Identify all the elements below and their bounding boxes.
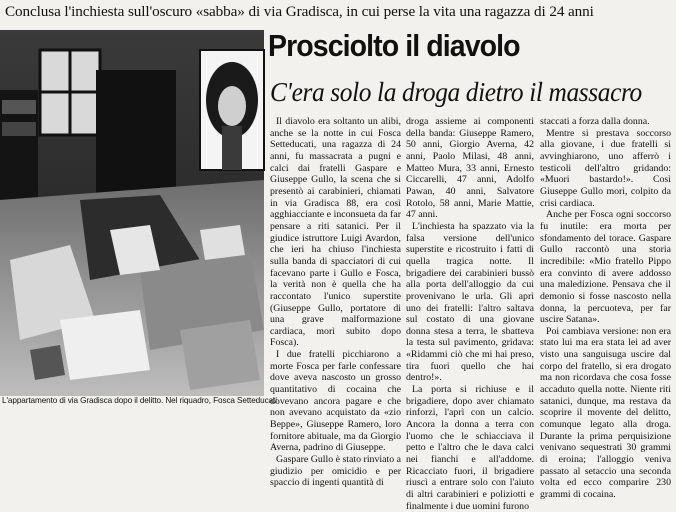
article-photo	[0, 30, 264, 396]
paragraph: I due fratelli picchiarono a morte Fosca per farle confessare dove aveva nascosto un grosso quantitativo di cocaina che dovevano ancora pagare e che non avevano acquistato da «zio Beppe», Giuseppe Ramero, loro fornitore abituale, ma da Giorgio Averna, padrino di Giuseppe.	[270, 349, 401, 454]
article-column-1	[270, 116, 401, 489]
paragraph: La porta si richiuse e il brigadiere, dopo aver chiamato rinforzi, l'aprì con un calcio. Ancora la donna a terra con l'uomo che le schiacciava il petto e l'altro che le dava calci nei fianchi e all'addome. Ricacciato fuori, il brigadiere riuscì a entrare solo con l'aiuto di altri carabinieri e poliziotti e finalmente i due uomini furono	[406, 384, 534, 512]
article-kicker: Conclusa l'inchiesta sull'oscuro «sabba» di via Gradisca, in cui perse la vita una ragazza di 24 anni	[5, 3, 594, 20]
paragraph: Mentre si prestava soccorso alla giovane, i due fratelli si avvinghiarono, uno afferrò i testicoli dell'altro gridando: «Muori bastardo!». Così Giuseppe Gullo morì, colpito da crisi cardiaca.	[540, 127, 671, 209]
paragraph: Anche per Fosca ogni soccorso fu inutile: era morta per sfondamento del torace. Gaspare Gullo raccontò una storia incredibile: «Mio fratello Pippo era convinto di avere addosso una maledizione. Pensava che il demonio si fosse nascosto nella donna, la percuoteva, per far uscire Satana».	[540, 209, 671, 326]
article-column-3	[540, 116, 671, 500]
article-column-2	[406, 116, 534, 512]
subheadline: C'era solo la droga dietro il massacro	[270, 77, 642, 107]
headline: Prosciolto il diavolo	[268, 28, 520, 63]
paragraph: L'inchiesta ha spazzato via la falsa versione dell'unico superstite e ricostruito i fatti di quella tragica notte. Il brigadiere dei carabinieri bussò alla porta dell'alloggio da cui provenivano le urla. Gli aprì uno dei fratelli: l'altro saltava sul costato di una giovane donna stesa a terra, le sbatteva la testa sul pavimento, gridava: «Ridammi ciò che mi hai preso, tira fuori quello che hai dentro!».	[406, 220, 534, 384]
paragraph: staccati a forza dalla donna.	[540, 116, 650, 127]
paragraph: droga assieme ai componenti della banda: Giuseppe Ramero, 50 anni, Giorgio Averna, 42 anni, Paolo Milasi, 48 anni, Matteo Mura, 33 anni, Ernesto Ciccarelli, 47 anni, Adolfo Pawan, 40 anni, Salvatore Rotolo, 58 anni, Marie Mattie, 47 anni.	[406, 116, 534, 221]
photo-caption: L'appartamento di via Gradisca dopo il delitto. Nel riquadro, Fosca Setteducati	[2, 396, 277, 405]
paragraph: Poi cambiava versione: non era stato lui ma era stata lei ad aver visto una sanguisuga uscire dal corpo del fratello, si era drogato ma non ricordava che cosa fosse accaduto quella notte. Niente riti satanici, dunque, ma restava da scoprire il movente del delitto, comunque legato alla droga. Durante la prima perquisizione venivano sequestrati 30 grammi di eroina; l'alloggio veniva passato al setaccio una seconda volta ed ecco comparire 230 grammi di cocaina.	[540, 325, 671, 500]
apartment-photo-illustration	[0, 30, 264, 396]
paragraph: Il diavolo era soltanto un alibi, anche se la notte in cui Fosca Setteducati, una ragazza di 24 anni, fu massacrata a pugni e calci dai fratelli Gaspare e Giuseppe Gullo, la scena che si presentò ai carabinieri, chiamati in via Gradisca 88, era così agghiacciante e inconsueta da far pensare a riti satanici. Per il giudice istruttore Luigi Avardon, che ieri ha chiuso l'inchiesta sulla banda di spacciatori di cui facevano parte i Gullo e Fosca, la verità non è quella che ha raccontato l'unico superstite (Giuseppe Gullo, portatore di una grave malformazione cardiaca, morì subito dopo Fosca).	[270, 116, 401, 349]
paragraph: Gaspare Gullo è stato rinviato a giudizio per omicidio e per spaccio di ingenti quantità di	[270, 454, 401, 489]
